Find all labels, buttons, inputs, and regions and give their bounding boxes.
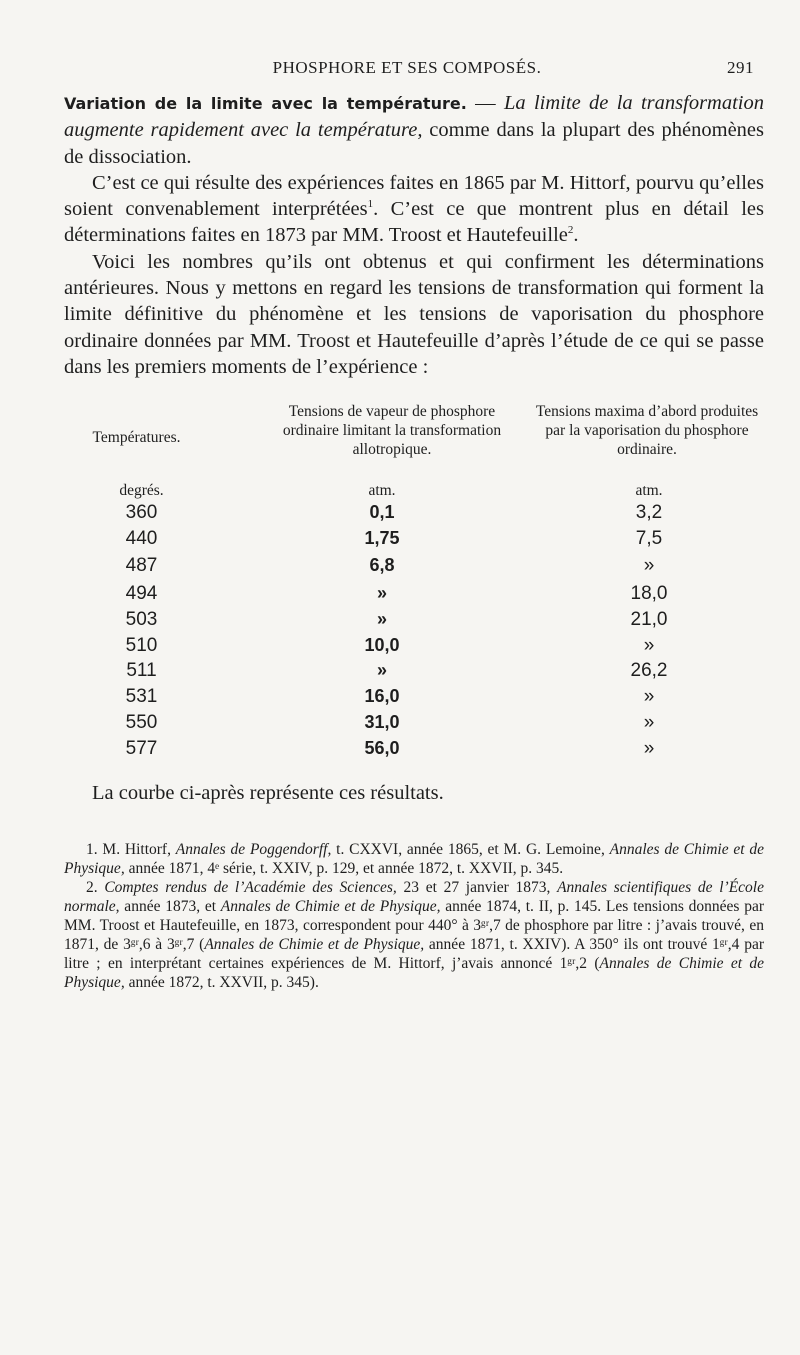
table-row <box>64 635 764 661</box>
footnote-1-journal-2: Annales de Chimie et de Physique, <box>64 841 765 877</box>
header-max-tension: Tensions maxima d’abord produites par la vaporisation du phosphore ordinaire. <box>535 403 759 458</box>
cell-vapor: 31,0 <box>364 712 400 732</box>
cell-temp: 503 <box>125 609 158 630</box>
footnote-1-c: année 1871, 4ᵉ série, t. XXIV, p. 129, et année 1872, t. XXVII, p. 345. <box>124 860 564 877</box>
figure-caption: La courbe ci-après représente ces résultats. <box>92 782 444 804</box>
paragraph-2-a: C’est ce qui résulte des expériences faites en 1865 par M. Hittorf, pourvu qu’elles soient convenablement interprétées <box>64 171 764 221</box>
cell-vapor: » <box>376 660 387 680</box>
cell-temp: 510 <box>125 635 158 656</box>
table-row <box>64 686 764 712</box>
footnote-1-mark: 1. <box>86 841 98 858</box>
table-row <box>64 583 764 609</box>
footnote-2-journal-3: Annales de Chimie et de Physique, <box>220 898 441 915</box>
dash: — <box>466 92 504 114</box>
footnote-1 <box>64 840 764 878</box>
cell-vapor: 0,1 <box>369 502 395 522</box>
table-row <box>64 555 764 581</box>
footnote-2-journal-4: Annales de Chimie et de Physique, <box>204 936 425 953</box>
running-head <box>60 58 754 80</box>
cell-max: 18,0 <box>630 583 668 604</box>
cell-max: » <box>643 555 655 576</box>
footnote-ref-1: 1 <box>367 198 374 211</box>
paragraph-2-c: . <box>573 224 579 247</box>
cell-max: 3,2 <box>635 502 663 523</box>
cell-vapor: 1,75 <box>364 528 400 548</box>
footnote-2-journal: Comptes rendus de l’Académie des Sciences, <box>104 879 397 896</box>
footnote-2-a: 23 et 27 janvier 1873, <box>396 879 558 896</box>
running-title: PHOSPHORE ET SES COMPOSÉS. <box>272 58 542 77</box>
cell-max: » <box>643 635 655 656</box>
cell-max: 26,2 <box>630 660 668 681</box>
table-row <box>64 528 764 554</box>
unit-vapor: atm. <box>368 482 396 499</box>
cell-vapor: 6,8 <box>369 555 395 575</box>
paragraph-2 <box>64 170 764 249</box>
table-row <box>64 712 764 738</box>
paragraph-1 <box>64 90 764 170</box>
footnote-2-c: année 1874, t. II, p. 145. Les tensions données par MM. Troost et Hautefeuille, en 1873, correspondent pour 440° à 3ᵍʳ,7 de phosphore par litre : j’avais trouvé, en 1871, de 3ᵍʳ,6 à 3ᵍʳ,7 ( <box>64 898 764 953</box>
footnote-ref-2: 2 <box>567 224 574 237</box>
cell-vapor: 56,0 <box>364 738 400 758</box>
paragraph-1-rest: comme dans la plupart des phénomènes de dissociation. <box>64 119 765 168</box>
cell-max: » <box>643 712 655 733</box>
footnote-2-d: année 1871, t. XXIV). A 350° ils ont trouvé 1ᵍʳ,4 par litre ; en interprétant certaines expériences de M. Hittorf, j’avais annoncé 1ᵍʳ,2 ( <box>64 936 765 972</box>
footnote-2-journal-2: Annales scientifiques de l’École normale, <box>64 879 764 915</box>
header-temperatures: Températures. <box>92 429 181 446</box>
cell-max: » <box>643 738 655 759</box>
footnote-1-journal: Annales de Poggendorff, <box>175 841 332 858</box>
table-row <box>64 502 764 528</box>
cell-max: 7,5 <box>635 528 663 549</box>
cell-temp: 511 <box>126 660 157 681</box>
cell-temp: 360 <box>125 502 158 523</box>
table-row <box>64 609 764 635</box>
footnote-2-journal-5: Annales de Chimie et de Physique, <box>64 955 764 991</box>
cell-temp: 577 <box>125 738 158 759</box>
unit-temp: degrés. <box>119 482 164 499</box>
section-lead: Variation de la limite avec la température. <box>64 94 467 113</box>
footnote-1-a: M. Hittorf, <box>97 841 176 858</box>
cell-vapor: 16,0 <box>364 686 400 706</box>
paragraph-2-b: . C’est ce que montrent plus en détail les déterminations faites en 1873 par MM. Troost et Hautefeuille <box>64 198 764 247</box>
cell-max: » <box>643 686 655 707</box>
footnote-1-b: t. CXXVI, année 1865, et M. G. Lemoine, <box>331 841 610 858</box>
header-vapor-tension: Tensions de vapeur de phosphore ordinaire limitant la transformation allotropique. <box>282 403 502 458</box>
data-table <box>64 402 764 782</box>
table-row <box>64 738 764 764</box>
table-row <box>64 660 764 686</box>
cell-temp: 440 <box>125 528 158 549</box>
cell-vapor: » <box>376 583 387 603</box>
cell-temp: 550 <box>125 712 158 733</box>
footnote-2-e: année 1872, t. XXVII, p. 345). <box>124 974 319 991</box>
cell-vapor: 10,0 <box>364 635 400 655</box>
footnote-2 <box>64 878 764 992</box>
footnote-2-b: année 1873, et <box>119 898 221 915</box>
cell-temp: 487 <box>125 555 158 576</box>
cell-vapor: » <box>376 609 387 629</box>
unit-max: atm. <box>635 482 663 499</box>
cell-temp: 494 <box>125 583 158 604</box>
footnotes <box>64 840 764 992</box>
footnote-2-mark: 2. <box>86 879 98 896</box>
cell-temp: 531 <box>125 686 158 707</box>
page-number: 291 <box>727 58 754 77</box>
cell-max: 21,0 <box>630 609 668 630</box>
body-text <box>64 90 764 380</box>
italic-thesis: La limite de la transformation augmente rapidement avec la température, <box>64 92 765 142</box>
paragraph-3: Voici les nombres qu’ils ont obtenus et qui confirment les déterminations antérieures. Nous y mettons en regard les tensions de transformation qui forment la limite définitive du phénomène et les tensions de vaporisation du phosphore ordinaire données par MM. Troost et Hautefeuille d’après l’étude de ce qui se passe dans les premiers moments de l’expérience : <box>64 250 764 378</box>
